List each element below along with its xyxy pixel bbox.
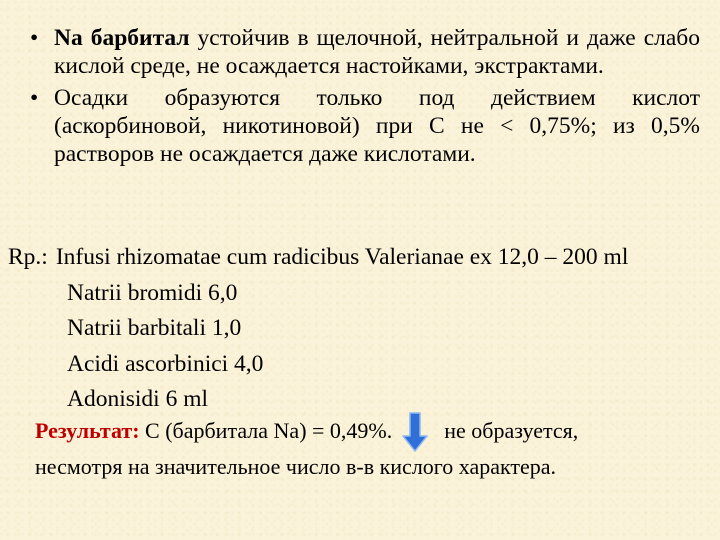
- bullet-text: Осадки образуются только под действием кислот (аскорбиновой, никотиновой) при С не < 0,75%; из 0,5% растворов не осаждается даже кислотами.: [54, 85, 700, 167]
- bullet-text: устойчив в щелочной, нейтральной и даже слабо кислой среде, не осаждается настойками, экстрактами.: [54, 25, 700, 79]
- prescription-ingredient: Natrii barbitali 1,0: [67, 315, 242, 341]
- prescription-ingredient: Acidi ascorbinici 4,0: [67, 350, 264, 377]
- bullet-marker: •: [30, 25, 39, 51]
- result-value: С (барбитала Na) = 0,49%.: [145, 418, 393, 443]
- prescription-prefix: Rp.:: [8, 244, 48, 270]
- bullet-marker: •: [30, 85, 39, 111]
- prescription: [8, 240, 713, 418]
- result-block: [35, 412, 715, 482]
- result-line-2: несмотря на значительное число в-в кислого характера.: [35, 454, 557, 479]
- prescription-ingredient: Adonisidi 6 ml: [67, 386, 209, 412]
- prescription-ingredient: Infusi rhizomatae cum radicibus Valerianae ex 12,0 – 200 ml: [55, 244, 629, 270]
- bullet-bold-term: Na барбитал: [54, 25, 190, 51]
- bullet-list: [30, 24, 700, 168]
- result-line-1: [35, 412, 715, 452]
- arrow-down-icon: [402, 412, 428, 452]
- prescription-ingredient: Natrii bromidi 6,0: [67, 279, 238, 306]
- arrow-down-icon-svg: [402, 412, 428, 452]
- result-after-arrow: не образуется,: [444, 418, 579, 443]
- result-label: Результат:: [35, 418, 140, 443]
- bullet-item: [30, 24, 700, 80]
- prescription-first-line: [8, 240, 713, 276]
- bullet-item: [30, 84, 700, 168]
